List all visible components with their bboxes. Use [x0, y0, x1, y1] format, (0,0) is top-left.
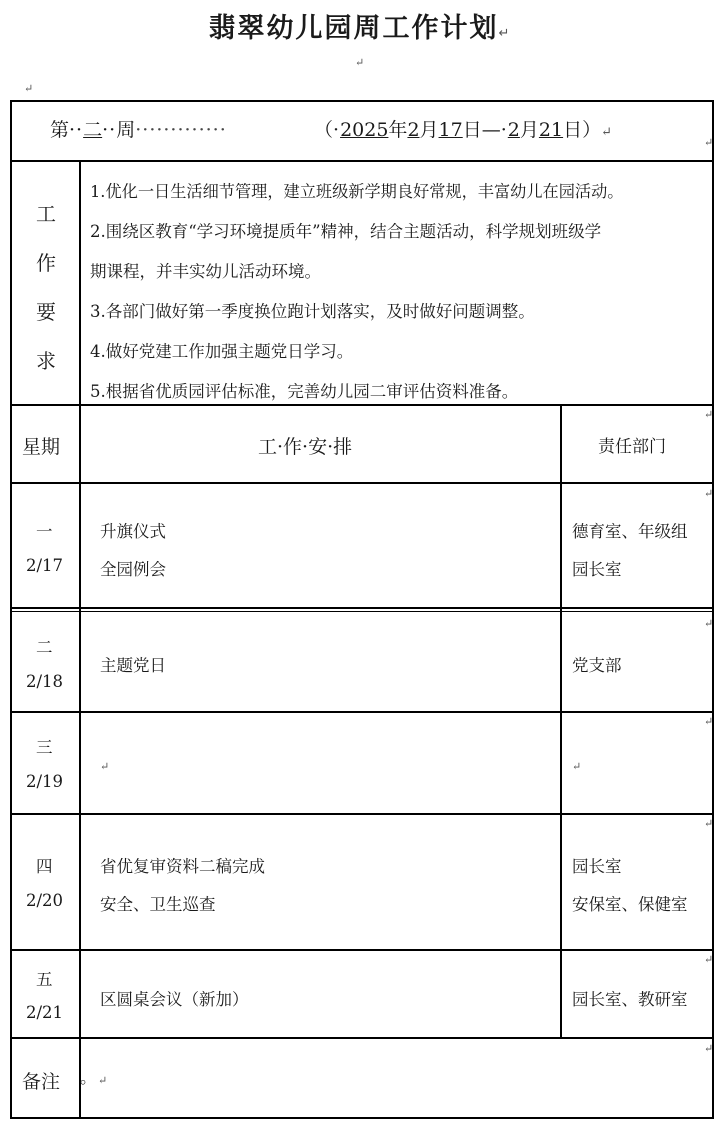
table-border-right — [712, 100, 714, 1119]
task-item: 安全、卫生巡查 — [100, 895, 216, 914]
requirement-line: 1.优化一日生活细节管理，建立班级新学期良好常规，丰富幼儿在园活动。 — [90, 182, 624, 201]
table-row-divider — [10, 949, 714, 951]
paragraph-mark-icon: ↵ — [704, 953, 714, 966]
day-date: 2/20 — [26, 891, 64, 910]
notes-content: 。 — [80, 1068, 97, 1087]
table-row-divider — [10, 611, 714, 612]
department-item: 园长室 — [572, 560, 622, 579]
requirements-label-char: 作 — [36, 251, 56, 275]
day-weekday: 三 — [36, 738, 53, 757]
paragraph-mark-icon: ↵ — [572, 760, 582, 773]
department-item: 党支部 — [572, 656, 622, 675]
requirement-line: 期课程，并丰实幼儿活动环境。 — [90, 262, 321, 281]
table-col-divider — [79, 160, 81, 1119]
table-row-divider — [10, 607, 714, 609]
page-title: 翡翠幼儿园周工作计划↵ — [208, 13, 512, 44]
paragraph-mark-icon: ↵ — [704, 408, 714, 421]
requirements-label-char: 要 — [36, 300, 56, 324]
week-header: 第··二··周············· — [50, 119, 227, 141]
day-weekday: 四 — [36, 857, 53, 876]
requirement-line: 3.各部门做好第一季度换位跑计划落实，及时做好问题调整。 — [90, 302, 535, 321]
table-row-divider — [10, 1037, 714, 1039]
department-item: 安保室、保健室 — [572, 895, 688, 914]
day-weekday: 二 — [36, 638, 53, 657]
paragraph-mark-icon: ↵ — [100, 760, 110, 773]
paragraph-mark-icon: ↵ — [24, 82, 34, 95]
task-item: 区圆桌会议（新加） — [100, 990, 249, 1009]
header-department: 责任部门 — [598, 437, 666, 457]
department-item: 园长室、教研室 — [572, 990, 688, 1009]
day-date: 2/21 — [26, 1003, 64, 1022]
task-item: 主题党日 — [100, 656, 166, 675]
requirements-label-char: 求 — [36, 349, 56, 373]
table-row-divider — [10, 813, 714, 815]
date-range: （·2025年2月17日—·2月21日）↵ — [314, 119, 613, 141]
paragraph-mark-icon: ↵ — [704, 617, 714, 630]
department-item: 园长室 — [572, 857, 622, 876]
day-date: 2/17 — [26, 556, 64, 575]
requirement-line: 4.做好党建工作加强主题党日学习。 — [90, 342, 354, 361]
paragraph-mark-icon: ↵ — [704, 715, 714, 728]
header-schedule: 工·作·安·排 — [258, 436, 353, 458]
paragraph-mark-icon: ↵ — [704, 487, 714, 500]
table-col-divider — [560, 404, 562, 1037]
paragraph-mark-icon: ↵ — [704, 136, 714, 149]
paragraph-mark-icon: ↵ — [355, 56, 365, 69]
table-border-left — [10, 100, 12, 1119]
table-row-divider — [10, 711, 714, 713]
paragraph-mark-icon: ↵ — [498, 26, 512, 41]
requirement-line: 5.根据省优质园评估标准，完善幼儿园二审评估资料准备。 — [90, 382, 519, 401]
day-weekday: 五 — [36, 970, 53, 989]
paragraph-mark-icon: ↵ — [601, 125, 613, 140]
table-border-top — [10, 100, 714, 102]
day-weekday: 一 — [36, 522, 53, 541]
header-day: 星期 — [22, 436, 61, 458]
notes-label: 备注 — [22, 1071, 61, 1093]
paragraph-mark-icon: ↵ — [98, 1074, 108, 1087]
task-item: 升旗仪式 — [100, 522, 166, 541]
task-item: 省优复审资料二稿完成 — [100, 857, 265, 876]
task-item: 全园例会 — [100, 560, 166, 579]
table-row-divider — [10, 160, 714, 162]
department-item: 德育室、年级组 — [572, 522, 688, 541]
day-date: 2/18 — [26, 672, 64, 691]
table-row-divider — [10, 404, 714, 406]
table-border-bottom — [10, 1117, 714, 1119]
paragraph-mark-icon: ↵ — [704, 1042, 714, 1055]
requirements-label-char: 工 — [36, 202, 56, 226]
table-row-divider — [10, 482, 714, 484]
requirement-line: 2.围绕区教育“学习环境提质年”精神，结合主题活动，科学规划班级学 — [90, 222, 602, 241]
paragraph-mark-icon: ↵ — [704, 817, 714, 830]
day-date: 2/19 — [26, 772, 64, 791]
